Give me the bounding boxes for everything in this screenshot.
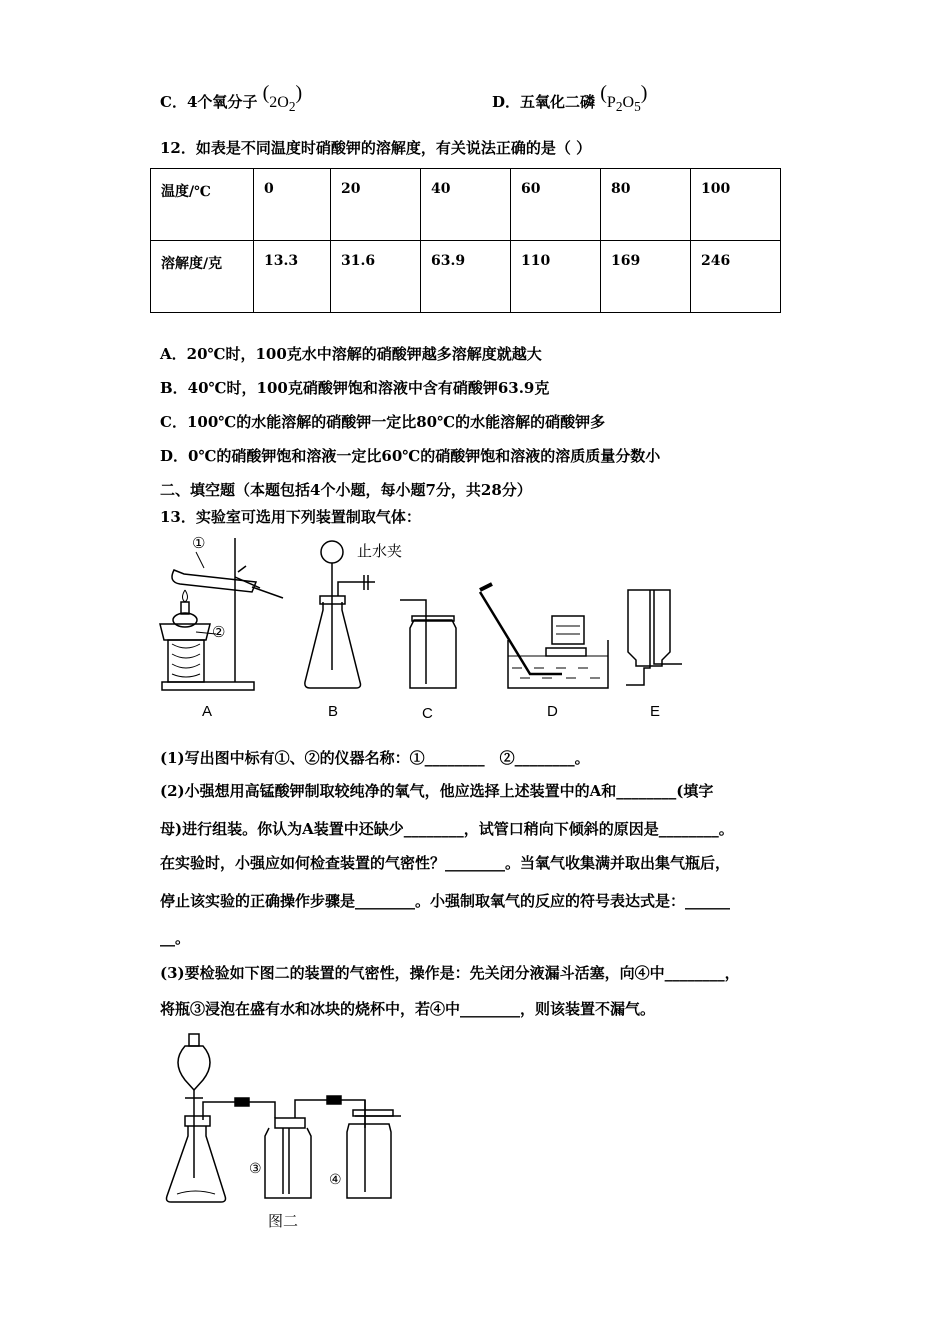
table-cell: 100 <box>691 169 781 241</box>
section-heading: 二、填空题（本题包括4个小题，每小题7分，共28分） <box>160 481 532 499</box>
mark-2: ② <box>212 624 226 641</box>
table-cell: 169 <box>601 241 691 313</box>
mark-4: ④ <box>329 1171 342 1187</box>
q13-line-2: (2)小强想用高锰酸钾制取较纯净的氧气，他应选择上述装置中的A和________(填字 <box>160 782 714 800</box>
apparatus-c <box>400 600 456 688</box>
label-c: C <box>422 705 433 722</box>
q13-line-8: 将瓶③浸泡在盛有水和冰块的烧杯中，若④中________，则该装置不漏气。 <box>160 1000 656 1018</box>
q11-option-c-label: C．4个氧分子 <box>160 93 258 111</box>
q13-line-1: (1)写出图中标有①、②的仪器名称：①________ ②________。 <box>160 749 590 767</box>
solubility-table <box>150 168 781 313</box>
q11-option-d-formula: $(P_2O_5)$ <box>600 82 648 115</box>
q12-option-d: D．0℃的硝酸钾饱和溶液一定比60℃的硝酸钾饱和溶液的溶质质量分数小 <box>160 447 661 465</box>
clamp-label: 止水夹 <box>357 543 403 560</box>
bottle-3 <box>265 1096 365 1198</box>
label-d: D <box>547 703 558 720</box>
q13-line-6: __。 <box>160 929 191 947</box>
table-cell: 31.6 <box>331 241 421 313</box>
apparatus-d <box>480 584 608 688</box>
q13-stem: 13．实验室可选用下列装置制取气体： <box>160 508 421 526</box>
figure-two <box>155 1028 405 1238</box>
table-row-solubility <box>151 241 781 313</box>
mark-3: ③ <box>249 1160 262 1176</box>
apparatus-figure <box>150 530 710 725</box>
q12-option-a: A．20℃时，100克水中溶解的硝酸钾越多溶解度就越大 <box>160 345 542 363</box>
figure-two-caption: 图二 <box>268 1213 299 1230</box>
q12-stem: 12．如表是不同温度时硝酸钾的溶解度，有关说法正确的是（ ） <box>160 139 592 157</box>
table-cell: 246 <box>691 241 781 313</box>
table-cell: 温度/℃ <box>151 169 254 241</box>
table-cell: 60 <box>511 169 601 241</box>
q11-option-c-formula: $(2O_2)$ <box>262 82 303 115</box>
apparatus-e <box>626 590 682 685</box>
q11-option-d-label: D．五氧化二磷 <box>492 93 596 111</box>
table-cell: 溶解度/克 <box>151 241 254 313</box>
table-cell: 0 <box>254 169 331 241</box>
bottle-4 <box>347 1100 401 1198</box>
table-cell: 110 <box>511 241 601 313</box>
q13-line-4: 在实验时，小强应如何检查装置的气密性？________。当氧气收集满并取出集气瓶后， <box>160 854 731 872</box>
q12-option-c: C．100℃的水能溶解的硝酸钾一定比80℃的水能溶解的硝酸钾多 <box>160 413 606 431</box>
label-a: A <box>202 703 213 720</box>
q11-option-d <box>492 82 648 115</box>
q13-line-7: (3)要检验如下图二的装置的气密性，操作是：先关闭分液漏斗活塞，向④中________， <box>160 964 740 982</box>
label-e: E <box>650 703 661 720</box>
q13-line-3: 母)进行组装。你认为A装置中还缺少________，试管口稍向下倾斜的原因是________。 <box>160 820 734 838</box>
table-cell: 63.9 <box>421 241 511 313</box>
apparatus-b <box>305 541 375 688</box>
table-cell: 80 <box>601 169 691 241</box>
q11-option-c <box>160 82 303 115</box>
table-cell: 13.3 <box>254 241 331 313</box>
table-cell: 40 <box>421 169 511 241</box>
q12-option-b: B．40℃时，100克硝酸钾饱和溶液中含有硝酸钾63.9克 <box>160 379 550 397</box>
table-row-temperature <box>151 169 781 241</box>
table-cell: 20 <box>331 169 421 241</box>
separatory-funnel-flask <box>167 1034 276 1202</box>
apparatus-a <box>160 538 283 690</box>
mark-1: ① <box>192 535 206 552</box>
label-b: B <box>328 703 339 720</box>
q13-line-5: 停止该实验的正确操作步骤是________。小强制取氧气的反应的符号表达式是：______ <box>160 892 731 910</box>
